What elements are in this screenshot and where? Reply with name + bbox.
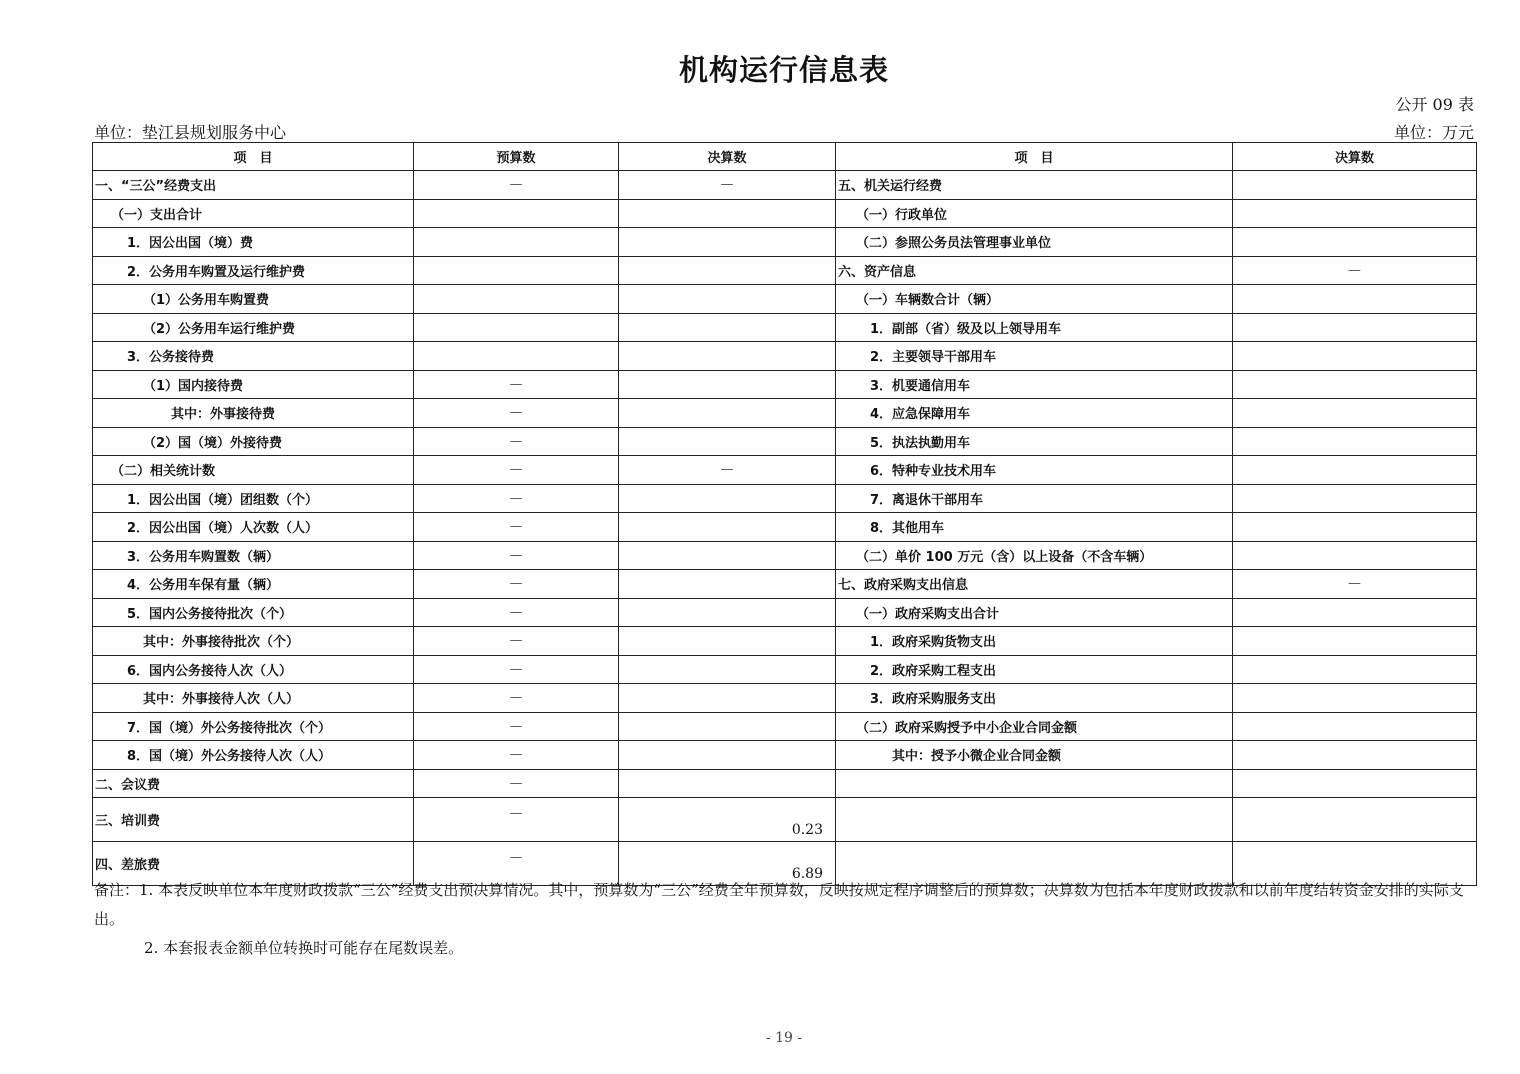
item-right: 5．执法执勤用车 <box>836 427 1233 456</box>
item-left: 1．因公出国（境）团组数（个） <box>93 484 414 513</box>
item-left: （1）国内接待费 <box>93 370 414 399</box>
item-left: 三、培训费 <box>93 798 414 842</box>
item-right: 8．其他用车 <box>836 513 1233 542</box>
table-row <box>93 342 1477 371</box>
table-row <box>93 456 1477 485</box>
right-final-value <box>1233 484 1477 513</box>
final-value <box>619 399 836 428</box>
header-item-left: 项 目 <box>93 143 414 171</box>
right-final-value <box>1233 741 1477 770</box>
item-left: 2．因公出国（境）人次数（人） <box>93 513 414 542</box>
table-row <box>93 598 1477 627</box>
final-value <box>619 684 836 713</box>
table-row <box>93 370 1477 399</box>
budget-value <box>414 199 619 228</box>
item-right: 1．政府采购货物支出 <box>836 627 1233 656</box>
table-row <box>93 399 1477 428</box>
item-right: （二）单价 100 万元（含）以上设备（不含车辆） <box>836 541 1233 570</box>
right-final-value <box>1233 399 1477 428</box>
final-value <box>619 484 836 513</box>
form-code: 公开 09 表 <box>1395 95 1474 114</box>
final-value: — <box>619 456 836 485</box>
final-value <box>619 256 836 285</box>
footnotes <box>94 876 1478 963</box>
budget-value: — <box>414 684 619 713</box>
final-value <box>619 199 836 228</box>
final-value <box>619 228 836 257</box>
table-row <box>93 798 1477 842</box>
budget-value: — <box>414 370 619 399</box>
budget-value: — <box>414 541 619 570</box>
header-final-left: 决算数 <box>619 143 836 171</box>
right-final-value <box>1233 171 1477 200</box>
header-item-right: 项 目 <box>836 143 1233 171</box>
budget-value: — <box>414 627 619 656</box>
final-value <box>619 598 836 627</box>
table-row <box>93 199 1477 228</box>
item-right: （二）政府采购授予中小企业合同金额 <box>836 712 1233 741</box>
budget-value <box>414 256 619 285</box>
item-right: 六、资产信息 <box>836 256 1233 285</box>
final-value <box>619 370 836 399</box>
item-left: 8．国（境）外公务接待人次（人） <box>93 741 414 770</box>
budget-value: — <box>414 741 619 770</box>
table-row <box>93 171 1477 200</box>
table-row <box>93 769 1477 798</box>
budget-value: — <box>414 712 619 741</box>
final-value: 0.23 <box>619 798 836 842</box>
right-final-value <box>1233 199 1477 228</box>
item-left: （2）公务用车运行维护费 <box>93 313 414 342</box>
table-row <box>93 627 1477 656</box>
budget-value: — <box>414 598 619 627</box>
table-row <box>93 712 1477 741</box>
budget-value <box>414 228 619 257</box>
final-value <box>619 313 836 342</box>
budget-value: — <box>414 427 619 456</box>
item-left: （2）国（境）外接待费 <box>93 427 414 456</box>
item-right: 五、机关运行经费 <box>836 171 1233 200</box>
right-final-value <box>1233 427 1477 456</box>
page-title: 机构运行信息表 <box>678 53 889 87</box>
final-value <box>619 712 836 741</box>
footnote-2: 2. 本套报表金额单位转换时可能存在尾数误差。 <box>144 939 464 957</box>
item-right: （一）政府采购支出合计 <box>836 598 1233 627</box>
item-left: 一、“三公”经费支出 <box>93 171 414 200</box>
budget-value: — <box>414 399 619 428</box>
item-right: 6．特种专业技术用车 <box>836 456 1233 485</box>
item-left: 四、差旅费 <box>93 842 414 886</box>
footnote-1: 备注：1. 本表反映单位本年度财政拨款“三公”经费支出预决算情况。其中，预算数为“三公”经费全年预算数，反映按规定程序调整后的预算数；决算数为包括本年度财政拨款和以前年度结转资金安排的实际支出。 <box>94 881 1464 928</box>
right-final-value <box>1233 313 1477 342</box>
item-left: （一）支出合计 <box>93 199 414 228</box>
right-final-value <box>1233 370 1477 399</box>
table-row <box>93 313 1477 342</box>
item-right: （二）参照公务员法管理事业单位 <box>836 228 1233 257</box>
table-row <box>93 256 1477 285</box>
right-final-value <box>1233 285 1477 314</box>
item-right: 1．副部（省）级及以上领导用车 <box>836 313 1233 342</box>
final-value <box>619 627 836 656</box>
item-right: 3．政府采购服务支出 <box>836 684 1233 713</box>
right-final-value <box>1233 541 1477 570</box>
right-final-value <box>1233 342 1477 371</box>
table-row <box>93 285 1477 314</box>
right-final-value <box>1233 513 1477 542</box>
budget-value: — <box>414 798 619 842</box>
item-right: （一）车辆数合计（辆） <box>836 285 1233 314</box>
budget-value: — <box>414 655 619 684</box>
final-value <box>619 541 836 570</box>
budget-value: — <box>414 570 619 599</box>
final-value <box>619 769 836 798</box>
budget-value: — <box>414 484 619 513</box>
item-left: 其中：外事接待批次（个） <box>93 627 414 656</box>
item-right: （一）行政单位 <box>836 199 1233 228</box>
item-left: 3．公务用车购置数（辆） <box>93 541 414 570</box>
item-left: 6．国内公务接待人次（人） <box>93 655 414 684</box>
currency-unit: 单位：万元 <box>1393 123 1474 142</box>
final-value <box>619 741 836 770</box>
right-final-value <box>1233 456 1477 485</box>
table-row <box>93 513 1477 542</box>
budget-value: — <box>414 171 619 200</box>
right-final-value: — <box>1233 570 1477 599</box>
final-value <box>619 570 836 599</box>
table-row <box>93 228 1477 257</box>
right-final-value: — <box>1233 256 1477 285</box>
right-final-value <box>1233 712 1477 741</box>
item-right: 3．机要通信用车 <box>836 370 1233 399</box>
budget-value: — <box>414 513 619 542</box>
item-right: 7．离退休干部用车 <box>836 484 1233 513</box>
final-value <box>619 427 836 456</box>
item-right: 2．政府采购工程支出 <box>836 655 1233 684</box>
item-left: 4．公务用车保有量（辆） <box>93 570 414 599</box>
right-final-value <box>1233 684 1477 713</box>
table-row <box>93 684 1477 713</box>
right-final-value <box>1233 598 1477 627</box>
item-right: 4．应急保障用车 <box>836 399 1233 428</box>
item-right: 2．主要领导干部用车 <box>836 342 1233 371</box>
budget-value <box>414 285 619 314</box>
reporting-unit: 单位：垫江县规划服务中心 <box>94 123 287 142</box>
item-right: 其中：授予小微企业合同金额 <box>836 741 1233 770</box>
item-right <box>836 769 1233 798</box>
item-left: 3．公务接待费 <box>93 342 414 371</box>
final-value: — <box>619 171 836 200</box>
table-row <box>93 484 1477 513</box>
right-final-value <box>1233 228 1477 257</box>
operations-info-table <box>92 142 1477 886</box>
final-value <box>619 342 836 371</box>
header-budget: 预算数 <box>414 143 619 171</box>
table-row <box>93 570 1477 599</box>
final-value <box>619 513 836 542</box>
item-left: 2．公务用车购置及运行维护费 <box>93 256 414 285</box>
item-left: （1）公务用车购置费 <box>93 285 414 314</box>
table-row <box>93 427 1477 456</box>
item-left: 其中：外事接待人次（人） <box>93 684 414 713</box>
budget-value <box>414 313 619 342</box>
final-value <box>619 285 836 314</box>
page-number: - 19 - <box>765 1030 803 1046</box>
table-row <box>93 741 1477 770</box>
item-left: 二、会议费 <box>93 769 414 798</box>
right-final-value <box>1233 627 1477 656</box>
header-final-right: 决算数 <box>1233 143 1477 171</box>
table-row <box>93 655 1477 684</box>
right-final-value <box>1233 769 1477 798</box>
item-left: 7．国（境）外公务接待批次（个） <box>93 712 414 741</box>
right-final-value <box>1233 655 1477 684</box>
table-row <box>93 541 1477 570</box>
table-header-row <box>93 143 1477 171</box>
final-value: 6.89 <box>619 842 836 886</box>
item-left: 5．国内公务接待批次（个） <box>93 598 414 627</box>
item-left: 1．因公出国（境）费 <box>93 228 414 257</box>
budget-value: — <box>414 842 619 886</box>
final-value <box>619 655 836 684</box>
item-right: 七、政府采购支出信息 <box>836 570 1233 599</box>
budget-value: — <box>414 769 619 798</box>
budget-value: — <box>414 456 619 485</box>
item-left: （二）相关统计数 <box>93 456 414 485</box>
budget-value <box>414 342 619 371</box>
right-final-value <box>1233 798 1477 842</box>
item-left: 其中：外事接待费 <box>93 399 414 428</box>
item-right <box>836 798 1233 842</box>
